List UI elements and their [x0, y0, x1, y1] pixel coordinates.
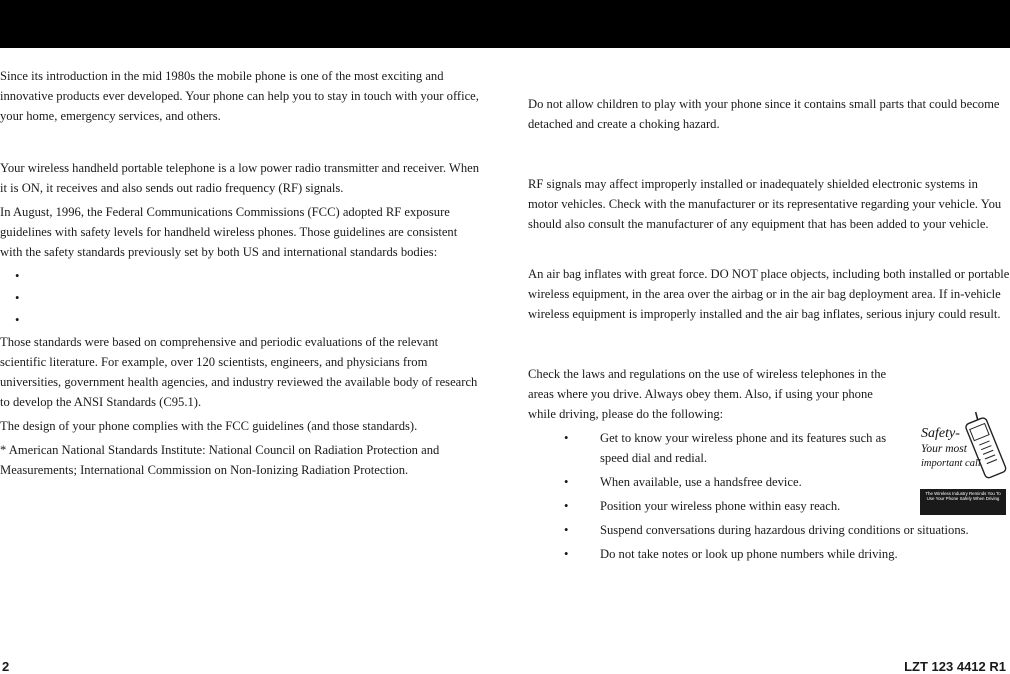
document-code: LZT 123 4412 R1 — [904, 659, 1006, 674]
standards-bullet-list — [0, 266, 480, 332]
left-column — [0, 66, 480, 480]
list-item: • Position your wireless phone within easy reach. — [528, 496, 1010, 516]
badge-subtitle: Your most — [921, 443, 967, 455]
intro-paragraph: Since its introduction in the mid 1980s the mobile phone is one of the most exciting and innovative products ever developed. Your phone can help you to stay in touch with your office, your home, emergency services, and others. — [0, 69, 479, 123]
airbag-paragraph: An air bag inflates with great force. DO NOT place objects, including both installed or portable wireless equipment, in the area over the airbag or in the air bag deployment area. If in-vehicle wireless equipment is improperly installed and the air bag inflates, serious injury could result. — [528, 267, 1010, 321]
header-bar — [0, 0, 1010, 48]
badge-subtitle-2: important call — [921, 458, 981, 469]
list-item: • Suspend conversations during hazardous driving conditions or situations. — [528, 520, 1010, 540]
list-item — [0, 266, 480, 288]
page-number: 2 — [2, 659, 10, 674]
fcc-paragraph: In August, 1996, the Federal Communications Commissions (FCC) adopted RF exposure guidelines with safety levels for handheld wireless phones. Those guidelines are consistent with the safety standards previously set by both US and international standards bodies: — [0, 205, 458, 259]
children-paragraph: Do not allow children to play with your phone since it contains small parts that could become detached and create a choking hazard. — [528, 97, 1000, 131]
rf-vehicle-paragraph: RF signals may affect improperly installed or inadequately shielded electronic systems in motor vehicles. Check with the manufacturer or its representative regarding your vehicle. You should also consult the manufacturer of any equipment that has been added to your vehicle. — [528, 177, 1002, 231]
driving-intro-paragraph: Check the laws and regulations on the use of wireless telephones in the areas where you drive. Always obey them. Also, if using your phone while driving, please do the following: — [528, 367, 887, 421]
safety-badge — [918, 411, 1008, 519]
badge-title: Safety- — [921, 426, 960, 441]
compliance-paragraph: The design of your phone complies with the FCC guidelines (and those standards). — [0, 419, 418, 433]
list-item — [0, 288, 480, 310]
list-item — [0, 310, 480, 332]
list-item: • Do not take notes or look up phone numbers while driving. — [528, 544, 1010, 564]
transmitter-paragraph: Your wireless handheld portable telephone is a low power radio transmitter and receiver. When it is ON, it receives and also sends out radio frequency (RF) signals. — [0, 161, 480, 195]
list-item: • Get to know your wireless phone and its features such as speed dial and redial. — [528, 428, 912, 468]
badge-tagline: The Wireless Industry Reminds You To Use Your Phone Safely When Driving — [925, 491, 1001, 502]
footnote: * American National Standards Institute: National Council on Radiation Protection and Measurements; International Commission on Non-Ionizing Radiation Protection. — [0, 443, 440, 477]
list-item: • When available, use a handsfree device. — [528, 472, 1010, 492]
standards-paragraph: Those standards were based on comprehensive and periodic evaluations of the relevant scientific literature. For example, over 120 scientists, engineers, and physicians from universities, government health agencies, and industry reviewed the available body of research to develop the ANSI Standards (C95.1). — [0, 335, 478, 409]
